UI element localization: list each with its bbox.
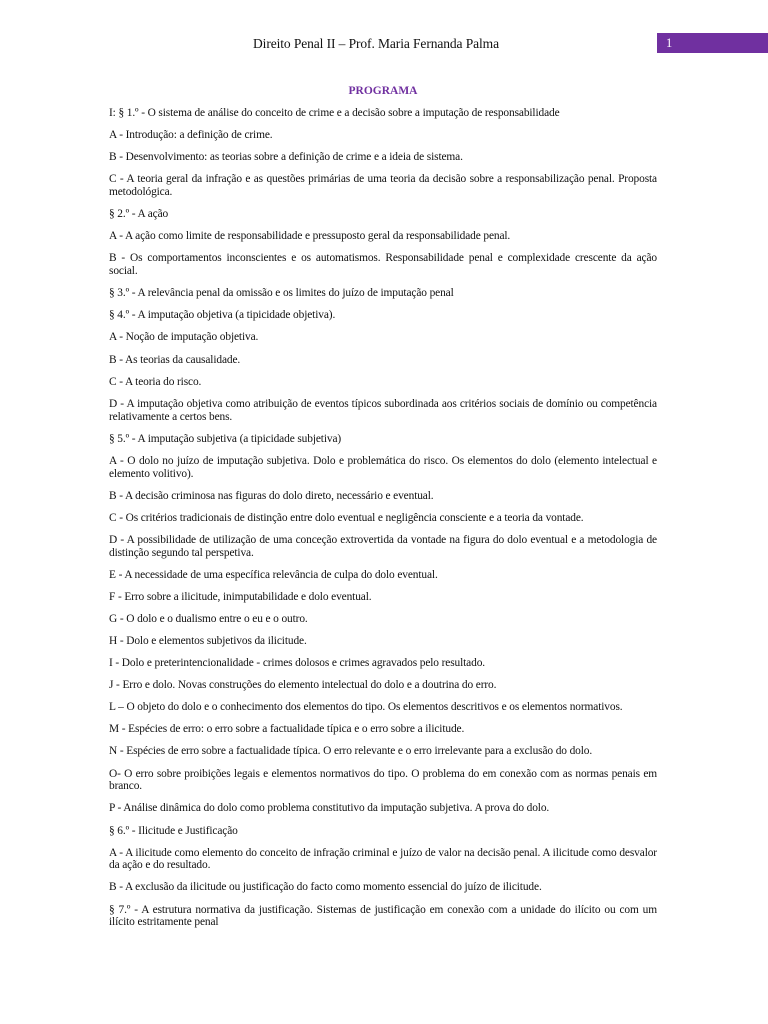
paragraph: A - A ação como limite de responsabilidade e pressuposto geral da responsabilidade penal. bbox=[109, 230, 511, 243]
paragraph: I - Dolo e preterintencionalidade - crimes dolosos e crimes agravados pelo resultado. bbox=[109, 657, 485, 670]
paragraph: D - A possibilidade de utilização de uma conceção extrovertida da vontade na figura do dolo eventual e a metodologia de distinção segundo tal perspetiva. bbox=[109, 533, 657, 559]
paragraph: G - O dolo e o dualismo entre o eu e o outro. bbox=[109, 612, 308, 625]
page-number-badge: 1 bbox=[657, 33, 768, 53]
document-body bbox=[109, 84, 657, 938]
document-title: PROGRAMA bbox=[348, 85, 418, 97]
paragraph: C - A teoria do risco. bbox=[109, 375, 202, 388]
paragraph: B - Desenvolvimento: as teorias sobre a definição de crime e a ideia de sistema. bbox=[109, 151, 463, 164]
paragraph: B - A decisão criminosa nas figuras do dolo direto, necessário e eventual. bbox=[109, 489, 434, 502]
section-1-heading: I: § 1.º - O sistema de análise do conceito de crime e a decisão sobre a imputação de responsabilidade bbox=[109, 107, 560, 119]
paragraph: J - Erro e dolo. Novas construções do elemento intelectual do dolo e a doutrina do erro. bbox=[109, 679, 497, 692]
paragraph: M - Espécies de erro: o erro sobre a factualidade típica e o erro sobre a ilicitude. bbox=[109, 723, 465, 736]
section-6-heading: § 6.º - Ilicitude e Justificação bbox=[109, 824, 238, 837]
paragraph: A - Noção de imputação objetiva. bbox=[109, 331, 259, 344]
paragraph: B - A exclusão da ilicitude ou justificação do facto como momento essencial do juízo de ilicitude. bbox=[109, 881, 542, 894]
paragraph: C - Os critérios tradicionais de distinção entre dolo eventual e negligência consciente e a teoria da vontade. bbox=[109, 511, 584, 524]
section-7-heading: § 7.º - A estrutura normativa da justificação. Sistemas de justificação em conexão com a unidade do ilícito ou com um ilícito estritamente penal bbox=[109, 903, 657, 929]
paragraph: B - Os comportamentos inconscientes e os automatismos. Responsabilidade penal e complexidade crescente da ação social. bbox=[109, 252, 657, 278]
paragraph: A - Introdução: a definição de crime. bbox=[109, 129, 273, 142]
paragraph: D - A imputação objetiva como atribuição de eventos típicos subordinada aos critérios sociais de domínio ou competência relativamente a certos bens. bbox=[109, 397, 657, 423]
paragraph: O- O erro sobre proibições legais e elementos normativos do tipo. O problema do em conexão com as normas penais em branco. bbox=[109, 767, 657, 793]
paragraph: F - Erro sobre a ilicitude, inimputabilidade e dolo eventual. bbox=[109, 590, 372, 603]
paragraph: C - A teoria geral da infração e as questões primárias de uma teoria da decisão sobre a responsabilização penal. Proposta metodológica. bbox=[109, 173, 657, 199]
paragraph: A - O dolo no juízo de imputação subjetiva. Dolo e problemática do risco. Os elementos do dolo (elemento intelectual e elemento volitivo). bbox=[109, 454, 657, 480]
paragraph: H - Dolo e elementos subjetivos da ilicitude. bbox=[109, 634, 307, 647]
section-2-heading: § 2.º - A ação bbox=[109, 208, 169, 221]
section-4-heading: § 4.º - A imputação objetiva (a tipicidade objetiva). bbox=[109, 309, 336, 322]
paragraph: N - Espécies de erro sobre a factualidade típica. O erro relevante e o erro irrelevante para a exclusão do dolo. bbox=[109, 745, 593, 758]
paragraph: B - As teorias da causalidade. bbox=[109, 353, 241, 366]
paragraph: E - A necessidade de uma específica relevância de culpa do dolo eventual. bbox=[109, 568, 438, 581]
header-title: Direito Penal II – Prof. Maria Fernanda Palma bbox=[253, 36, 499, 51]
paragraph: L – O objeto do dolo e o conhecimento dos elementos do tipo. Os elementos descritivos e os elementos normativos. bbox=[109, 701, 623, 714]
paragraph: A - A ilicitude como elemento do conceito de infração criminal e juízo de valor na decisão penal. A ilicitude como desvalor da ação e do resultado. bbox=[109, 846, 657, 872]
paragraph: P - Análise dinâmica do dolo como problema constitutivo da imputação subjetiva. A prova do dolo. bbox=[109, 802, 550, 815]
page-header bbox=[0, 0, 768, 54]
section-5-heading: § 5.º - A imputação subjetiva (a tipicidade subjetiva) bbox=[109, 432, 342, 445]
section-3-heading: § 3.º - A relevância penal da omissão e os limites do juízo de imputação penal bbox=[109, 287, 454, 300]
